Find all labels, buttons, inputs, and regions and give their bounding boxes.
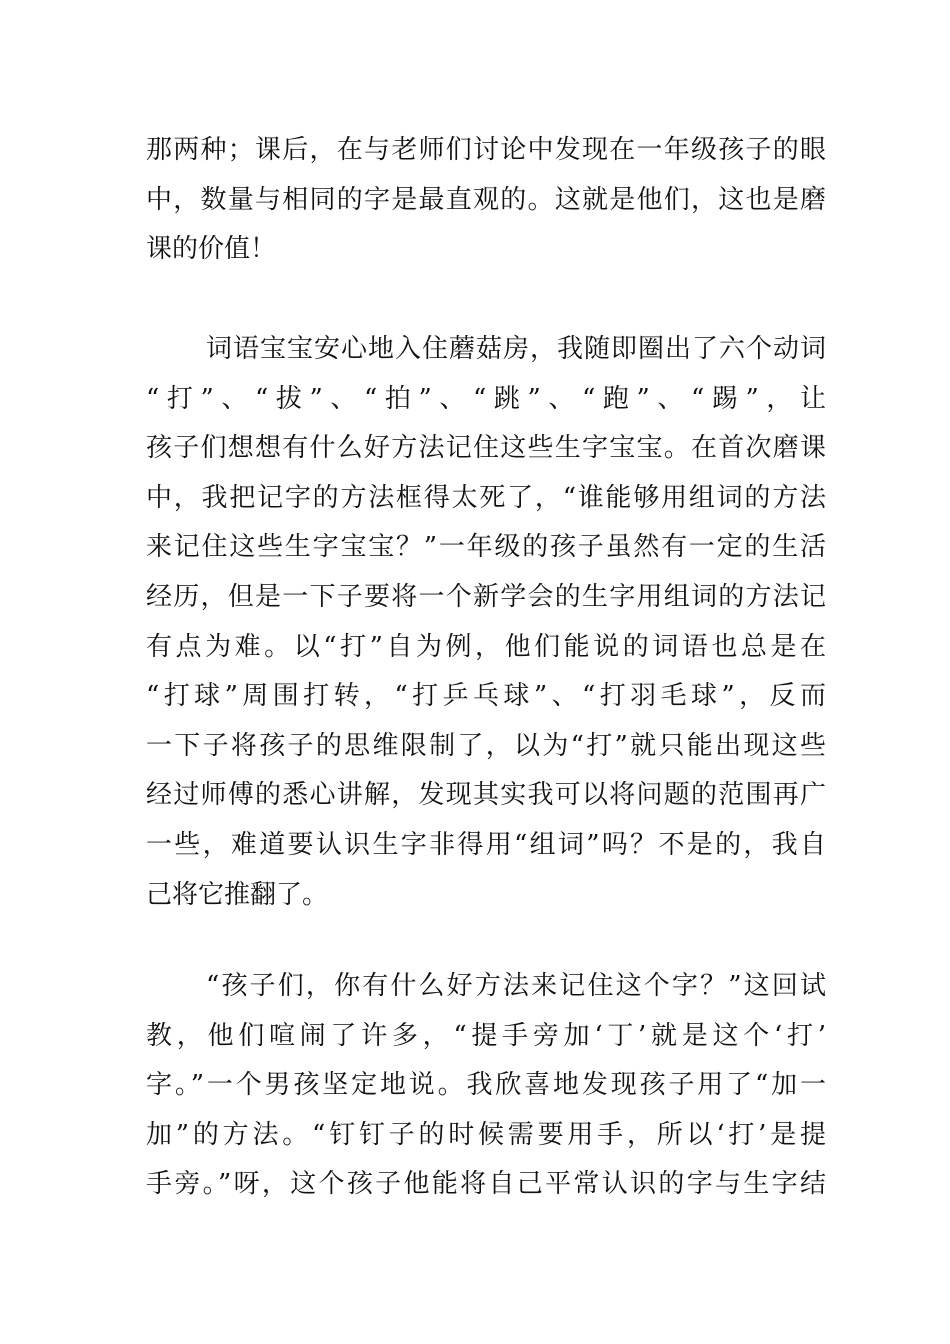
text-line: “打球”周围打转，“打乒乓球”、“打羽毛球”，反而 — [146, 681, 826, 712]
text-line: 孩子们想想有什么好方法记住这些生字宝宝。在首次磨课 — [146, 433, 826, 464]
text-line: 课的价值！ — [146, 234, 277, 265]
text-line: “打”、“拔”、“拍”、“跳”、“跑”、“踢”，让 — [146, 383, 826, 414]
text-line: 己将它推翻了。 — [146, 879, 329, 910]
text-line: 词语宝宝安心地入住蘑菇房，我随即圈出了六个动词 — [206, 334, 826, 364]
paragraph-2 — [146, 325, 826, 920]
text-line: 那两种；课后，在与老师们讨论中发现在一年级孩子的眼 — [146, 135, 826, 165]
text-line: 一些，难道要认识生字非得用“组词”吗？不是的，我自 — [146, 829, 826, 860]
text-line: 中，我把记字的方法框得太死了，“谁能够用组词的方法 — [146, 482, 826, 513]
text-line: 来记住这些生字宝宝？”一年级的孩子虽然有一定的生活 — [146, 532, 826, 563]
text-line: 一下子将孩子的思维限制了，以为“打”就只能出现这些 — [146, 730, 826, 761]
text-line: 教，他们喧闹了许多，“提手旁加‘丁’就是这个‘打’ — [146, 1020, 826, 1051]
text-line: 字。”一个男孩坚定地说。我欣喜地发现孩子用了“加一 — [146, 1070, 826, 1101]
text-line: 中，数量与相同的字是最直观的。这就是他们，这也是磨 — [146, 184, 826, 215]
text-line: 有点为难。以“打”自为例，他们能说的词语也总是在 — [146, 631, 826, 662]
text-line: 加”的方法。“钉钉子的时候需要用手，所以‘打’是提 — [146, 1119, 826, 1150]
text-line: “孩子们，你有什么好方法来记住这个字？”这回试 — [206, 971, 826, 1001]
text-line: 手旁。”呀，这个孩子他能将自己平常认识的字与生字结 — [146, 1169, 826, 1200]
text-line: 经历，但是一下子要将一个新学会的生字用组词的方法记 — [146, 581, 826, 612]
text-line: 经过师傅的悉心讲解，发现其实我可以将问题的范围再广 — [146, 780, 826, 811]
paragraph-3 — [146, 962, 826, 1210]
paragraph-1 — [146, 126, 826, 275]
